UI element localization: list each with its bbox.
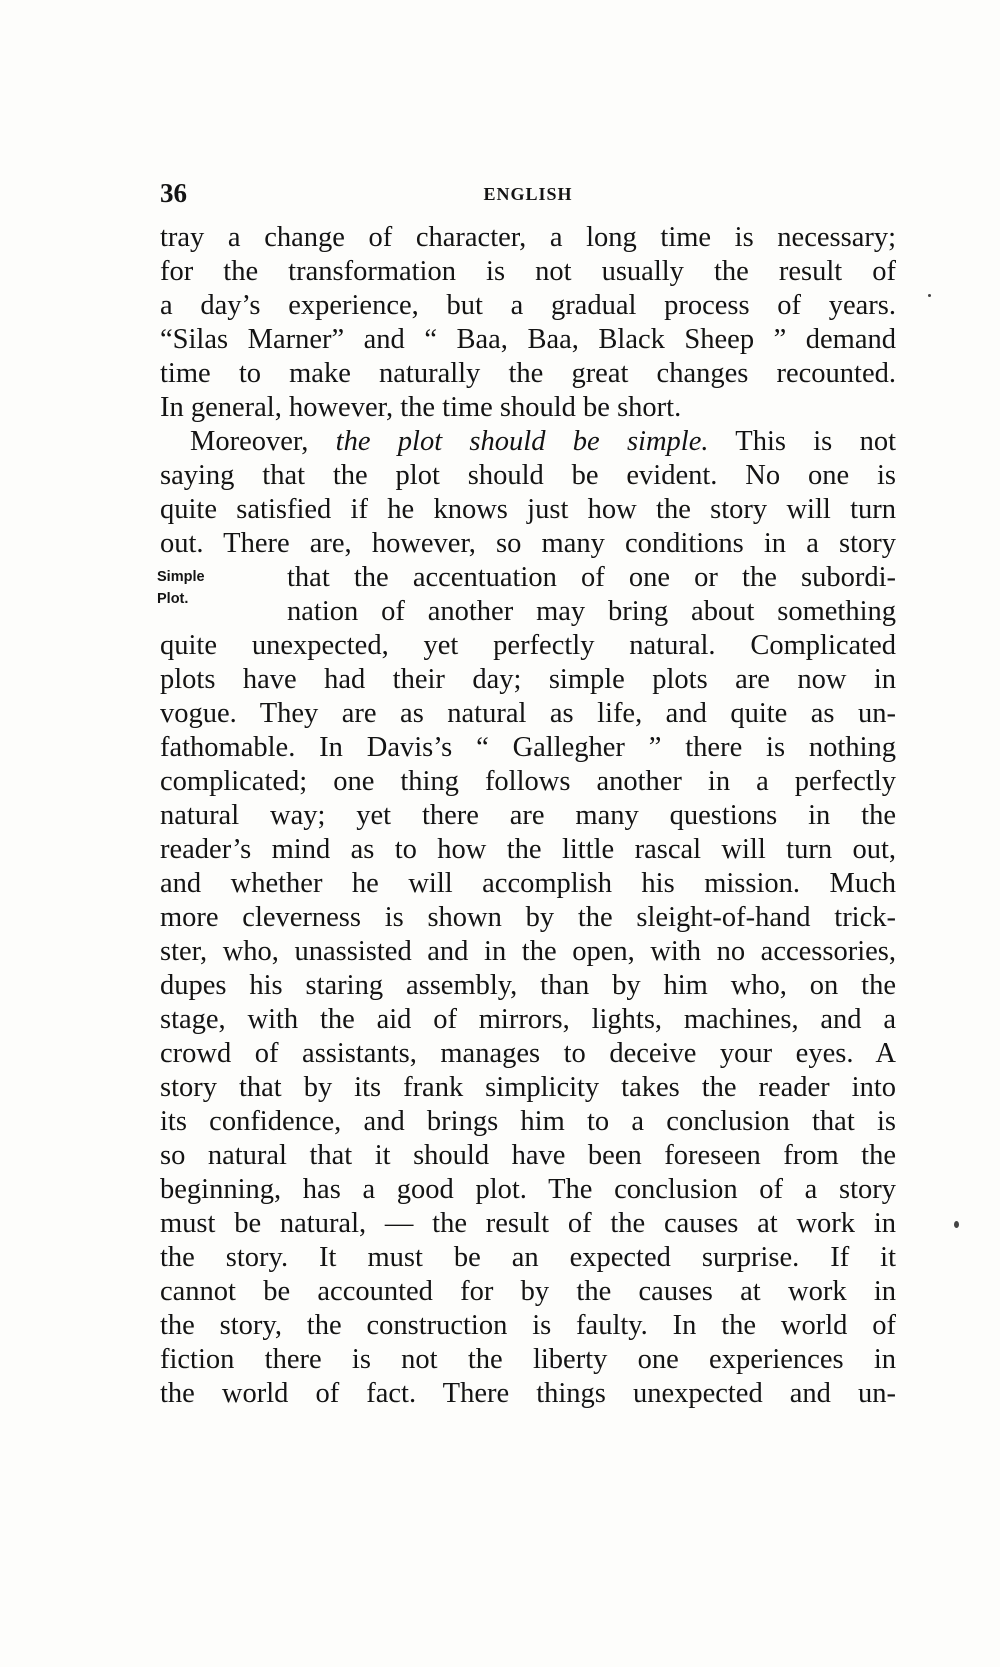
text-line: the story, the construction is faulty. In the world of	[160, 1310, 896, 1341]
running-head: ENGLISH	[483, 184, 573, 204]
text-line: more cleverness is shown by the sleight-of-hand trick-	[160, 902, 896, 933]
text-line: out. There are, however, so many conditions in a story	[160, 528, 896, 559]
text-line: complicated; one thing follows another in a perfectly	[160, 766, 896, 797]
text-line: tray a change of character, a long time is necessary;	[160, 222, 896, 253]
text-line: fiction there is not the liberty one experiences in	[160, 1344, 896, 1375]
text-line: saying that the plot should be evident. No one is	[160, 460, 896, 491]
margin-note-plot: Plot.	[157, 591, 189, 607]
text-line: time to make naturally the great changes recounted.	[160, 358, 896, 389]
text-line: the world of fact. There things unexpected and un-	[160, 1378, 896, 1409]
text-line: In general, however, the time should be short.	[160, 392, 682, 423]
text-line: nation of another may bring about something	[287, 596, 896, 627]
text-line: crowd of assistants, manages to deceive your eyes. A	[160, 1038, 896, 1069]
page-header	[160, 178, 896, 218]
text-line: fathomable. In Davis’s “ Gallegher ” there is nothing	[160, 732, 896, 763]
text-line: story that by its frank simplicity takes the reader into	[160, 1072, 896, 1103]
text-line: ster, who, unassisted and in the open, with no accessories,	[160, 936, 896, 967]
text-line: quite unexpected, yet perfectly natural. Complicated	[160, 630, 896, 661]
text-line: that the accentuation of one or the subordi-	[287, 562, 896, 593]
text-line: a day’s experience, but a gradual process of years.	[160, 290, 896, 321]
text-line: “Silas Marner” and “ Baa, Baa, Black Sheep ” demand	[160, 324, 896, 355]
text-line: cannot be accounted for by the causes at work in	[160, 1276, 896, 1307]
text-line: vogue. They are as natural as life, and quite as un-	[160, 698, 896, 729]
page-number: 36	[160, 178, 187, 208]
margin-note-simple: Simple	[157, 569, 205, 585]
text-line: dupes his staring assembly, than by him who, on the	[160, 970, 896, 1001]
text-run: Moreover,	[190, 426, 336, 457]
text-line: quite satisfied if he knows just how the story will turn	[160, 494, 896, 525]
text-line	[190, 425, 896, 459]
text-line: must be natural, — the result of the causes at work in	[160, 1208, 896, 1239]
italic-phrase: the plot should be simple.	[335, 426, 709, 457]
text-line: its confidence, and brings him to a conclusion that is	[160, 1106, 896, 1137]
text-line: the story. It must be an expected surprise. If it	[160, 1242, 896, 1273]
text-run: This is not	[708, 426, 896, 457]
text-line: reader’s mind as to how the little rascal will turn out,	[160, 834, 896, 865]
text-line: and whether he will accomplish his mission. Much	[160, 868, 896, 899]
text-line: stage, with the aid of mirrors, lights, machines, and a	[160, 1004, 896, 1035]
text-line: beginning, has a good plot. The conclusion of a story	[160, 1174, 896, 1205]
text-line: for the transformation is not usually the result of	[160, 256, 896, 287]
print-speck	[954, 1221, 959, 1228]
text-line: natural way; yet there are many questions in the	[160, 800, 896, 831]
text-line: plots have had their day; simple plots are now in	[160, 664, 896, 695]
print-speck	[928, 294, 931, 297]
text-line: so natural that it should have been foreseen from the	[160, 1140, 896, 1171]
